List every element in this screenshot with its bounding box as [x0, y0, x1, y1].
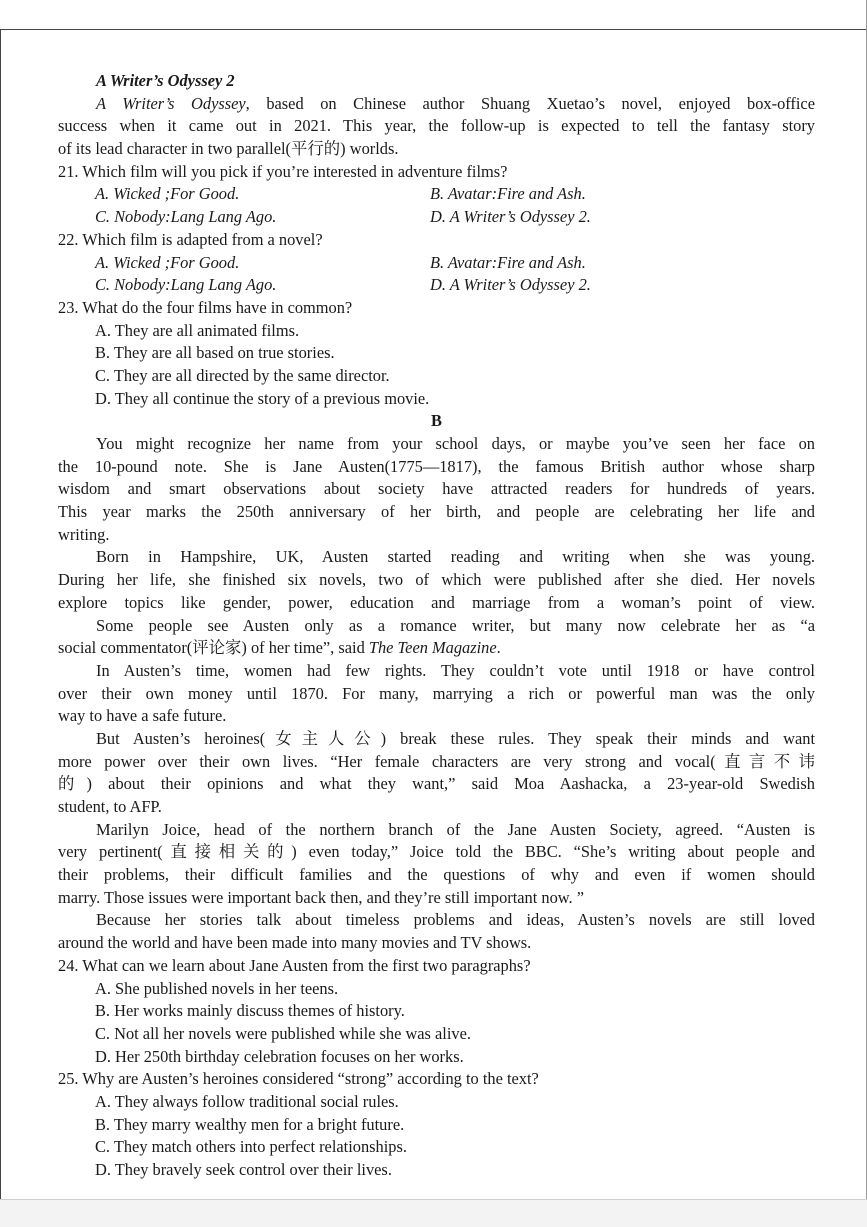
passage-line: writing. — [58, 524, 110, 544]
option-b: B. They are all based on true stories. — [95, 343, 335, 363]
option-c: C. Nobody:Lang Lang Ago. — [95, 207, 277, 227]
option-a: A. They always follow traditional social rules. — [95, 1091, 399, 1111]
passage-line: marry. Those issues were important back then, and they’re still important now. ” — [58, 887, 585, 907]
passage-line: 的) about their opinions and what they want,” said Moa Aashacka, a 23-year-old Swedish — [58, 774, 815, 794]
option-b: B. They marry wealthy men for a bright future. — [95, 1114, 405, 1134]
passage-text: social commentator(评论家) of her time”, said — [58, 638, 369, 658]
option-c: C. Nobody:Lang Lang Ago. — [95, 275, 277, 295]
page-content — [58, 70, 815, 1182]
passage-line: way to have a safe future. — [58, 706, 227, 726]
page-bottom-margin — [0, 1199, 867, 1227]
question-25-stem: 25. Why are Austen’s heroines considered “strong” according to the text? — [58, 1069, 539, 1089]
question-21-options-row — [58, 206, 815, 229]
question-22-options-row — [58, 252, 815, 275]
page-border-top — [0, 29, 867, 30]
option-c: C. Not all her novels were published while she was alive. — [95, 1023, 471, 1043]
question-21-options-row — [58, 183, 815, 206]
option-a: A. Wicked ;For Good. — [95, 252, 240, 272]
passage-line: the 10-pound note. She is Jane Austen(1775—1817), the famous British author whose sharp — [58, 456, 815, 476]
question-24-stem: 24. What can we learn about Jane Austen from the first two paragraphs? — [58, 955, 531, 975]
question-22-stem: 22. Which film is adapted from a novel? — [58, 229, 323, 249]
option-b: B. Avatar:Fire and Ash. — [430, 252, 586, 272]
passage-line: very pertinent(直接相关的) even today,” Joice told the BBC. “She’s writing about people and — [58, 842, 815, 862]
question-23-stem: 23. What do the four films have in common? — [58, 297, 353, 317]
passage-line: explore topics like gender, power, education and marriage from a woman’s point of view. — [58, 592, 815, 612]
question-21-stem: 21. Which film will you pick if you’re interested in adventure films? — [58, 161, 508, 181]
option-c: C. They match others into perfect relationships. — [95, 1137, 407, 1157]
passage-line: their problems, their difficult families and the questions of why and even if women should — [58, 865, 815, 885]
option-d: D. A Writer’s Odyssey 2. — [430, 207, 591, 227]
passage-line: In Austen’s time, women had few rights. They couldn’t vote until 1918 or have control — [96, 660, 815, 680]
section-b-label: B — [431, 411, 442, 431]
option-a: A. They are all animated films. — [95, 320, 300, 340]
option-b: B. Avatar:Fire and Ash. — [430, 184, 586, 204]
film-paragraph-line: of its lead character in two parallel(平行的) worlds. — [58, 139, 399, 159]
option-a: A. Wicked ;For Good. — [95, 184, 240, 204]
passage-text: . — [496, 638, 501, 658]
passage-line: Some people see Austen only as a romance writer, but many now celebrate her as “a — [96, 615, 815, 635]
option-d: D. They bravely seek control over their lives. — [95, 1160, 392, 1179]
passage-line: around the world and have been made into many movies and TV shows. — [58, 933, 532, 953]
passage-line: more power over their own lives. “Her female characters are very strong and vocal(直言不讳 — [58, 751, 815, 771]
film-title-italic: A Writer’s Odyssey — [96, 93, 246, 113]
question-22-options-row — [58, 274, 815, 297]
passage-line: Born in Hampshire, UK, Austen started reading and writing when she was young. — [96, 547, 815, 567]
option-d: D. They all continue the story of a previous movie. — [95, 388, 430, 408]
passage-line: This year marks the 250th anniversary of her birth, and people are celebrating her life and — [58, 502, 815, 522]
magazine-name: The Teen Magazine — [368, 638, 497, 658]
passage-line: student, to AFP. — [58, 797, 162, 816]
passage-line: over their own money until 1870. For many, marrying a rich or powerful man was the only — [58, 683, 815, 703]
film-paragraph-text: , based on Chinese author Shuang Xuetao’s novel, enjoyed box-office — [245, 93, 815, 113]
passage-line: Because her stories talk about timeless problems and ideas, Austen’s novels are still loved — [96, 910, 815, 930]
passage-line: Marilyn Joice, head of the northern branch of the Jane Austen Society, agreed. “Austen is — [96, 819, 815, 839]
option-a: A. She published novels in her teens. — [95, 978, 339, 998]
option-d: D. Her 250th birthday celebration focuses on her works. — [95, 1046, 464, 1066]
passage-line: During her life, she finished six novels, two of which were published after she died. Her novels — [58, 570, 815, 590]
passage-line: But Austen’s heroines(女主人公) break these rules. They speak their minds and want — [96, 728, 815, 748]
film-section-title: A Writer’s Odyssey 2 — [96, 71, 235, 90]
option-d: D. A Writer’s Odyssey 2. — [430, 275, 591, 295]
passage-line — [58, 637, 815, 660]
page-border-left — [0, 29, 1, 1199]
option-b: B. Her works mainly discuss themes of history. — [95, 1001, 405, 1021]
passage-line: wisdom and smart observations about society have attracted readers for hundreds of years. — [58, 479, 815, 499]
film-paragraph-line — [58, 93, 815, 116]
option-c: C. They are all directed by the same director. — [95, 365, 390, 385]
passage-line: You might recognize her name from your school days, or maybe you’ve seen her face on — [96, 434, 815, 453]
film-paragraph-line: success when it came out in 2021. This year, the follow-up is expected to tell the fantasy story — [58, 116, 815, 136]
